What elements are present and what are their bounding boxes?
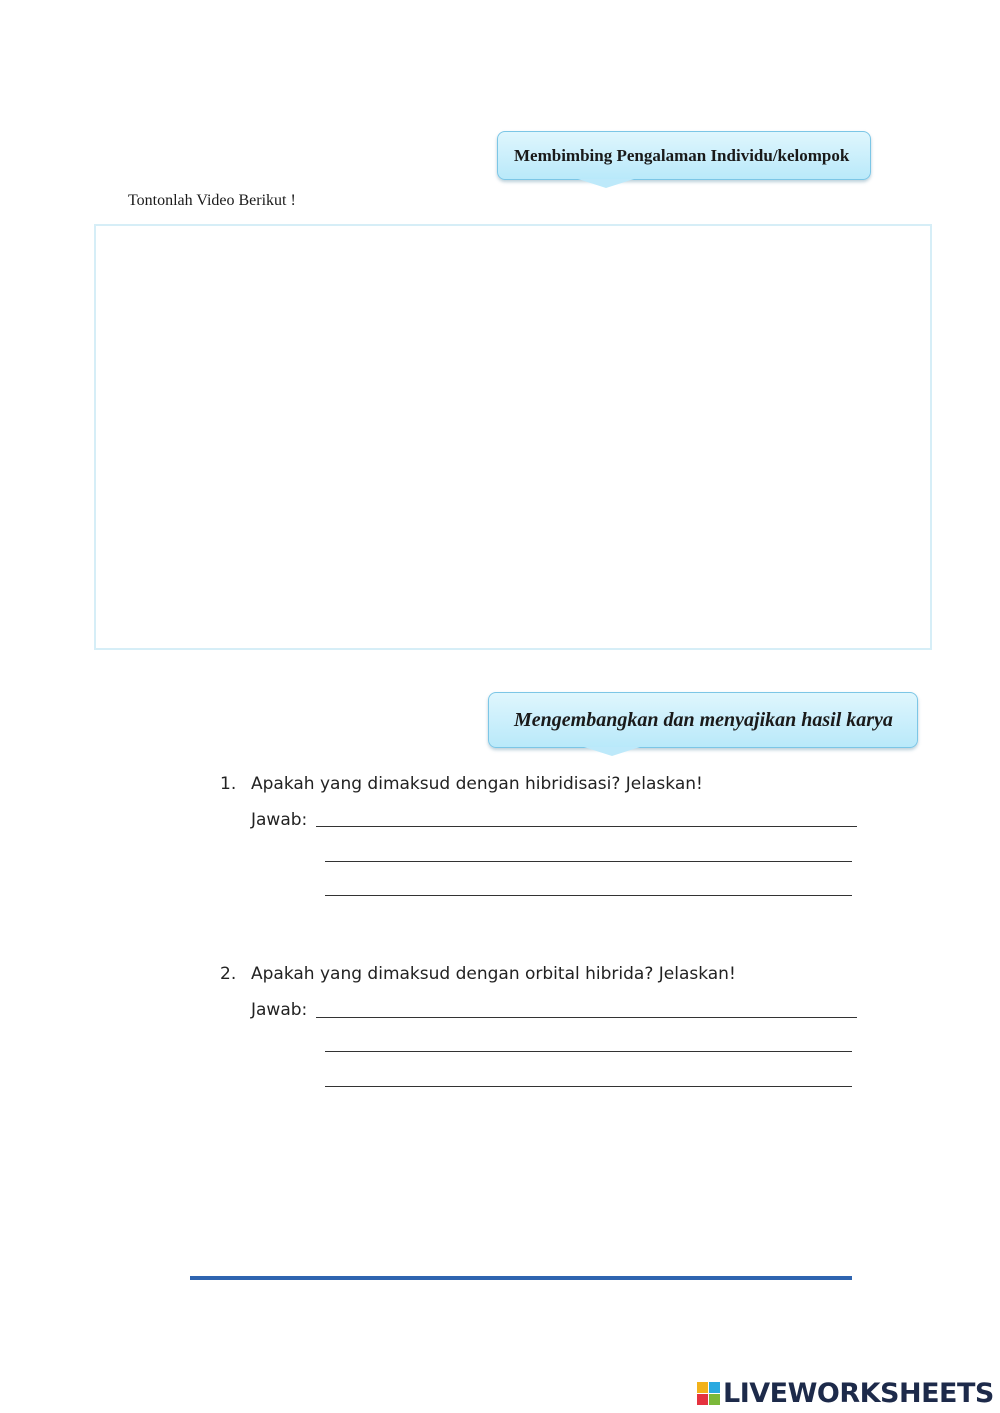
- answer-2-line-1[interactable]: [316, 1017, 857, 1018]
- header-callout: [497, 131, 871, 180]
- answer-1-line-3[interactable]: [325, 895, 852, 896]
- question-2-number: 2.: [220, 964, 237, 984]
- answer-1-label: Jawab:: [251, 810, 308, 830]
- liveworksheets-logo: [697, 1378, 994, 1408]
- callout-tail: [578, 179, 634, 188]
- answer-2-line-2[interactable]: [325, 1051, 852, 1052]
- logo-block-yellow: [697, 1382, 708, 1393]
- logo-block-blue: [709, 1382, 720, 1393]
- logo-block-red: [697, 1394, 708, 1405]
- section-callout-text: Mengembangkan dan menyajikan hasil karya: [514, 708, 893, 731]
- question-1: [220, 774, 703, 794]
- question-2: [220, 964, 736, 984]
- section-callout: [488, 692, 918, 748]
- bottom-rule: [190, 1276, 852, 1280]
- answer-2-line-3[interactable]: [325, 1086, 852, 1087]
- header-callout-text: Membimbing Pengalaman Individu/kelompok: [514, 145, 850, 165]
- answer-2-label: Jawab:: [251, 1000, 308, 1020]
- callout-tail: [584, 747, 640, 756]
- answer-1-line-1[interactable]: [316, 826, 857, 827]
- answer-1-line-2[interactable]: [325, 861, 852, 862]
- question-1-number: 1.: [220, 774, 237, 794]
- question-1-text: Apakah yang dimaksud dengan hibridisasi? Jelaskan!: [251, 774, 703, 794]
- video-instruction: Tontonlah Video Berikut !: [128, 192, 296, 209]
- logo-icon: [697, 1382, 720, 1405]
- video-embed-area[interactable]: [94, 224, 932, 650]
- logo-block-green: [709, 1394, 720, 1405]
- question-2-text: Apakah yang dimaksud dengan orbital hibrida? Jelaskan!: [251, 964, 736, 984]
- logo-text: LIVEWORKSHEETS: [723, 1377, 994, 1409]
